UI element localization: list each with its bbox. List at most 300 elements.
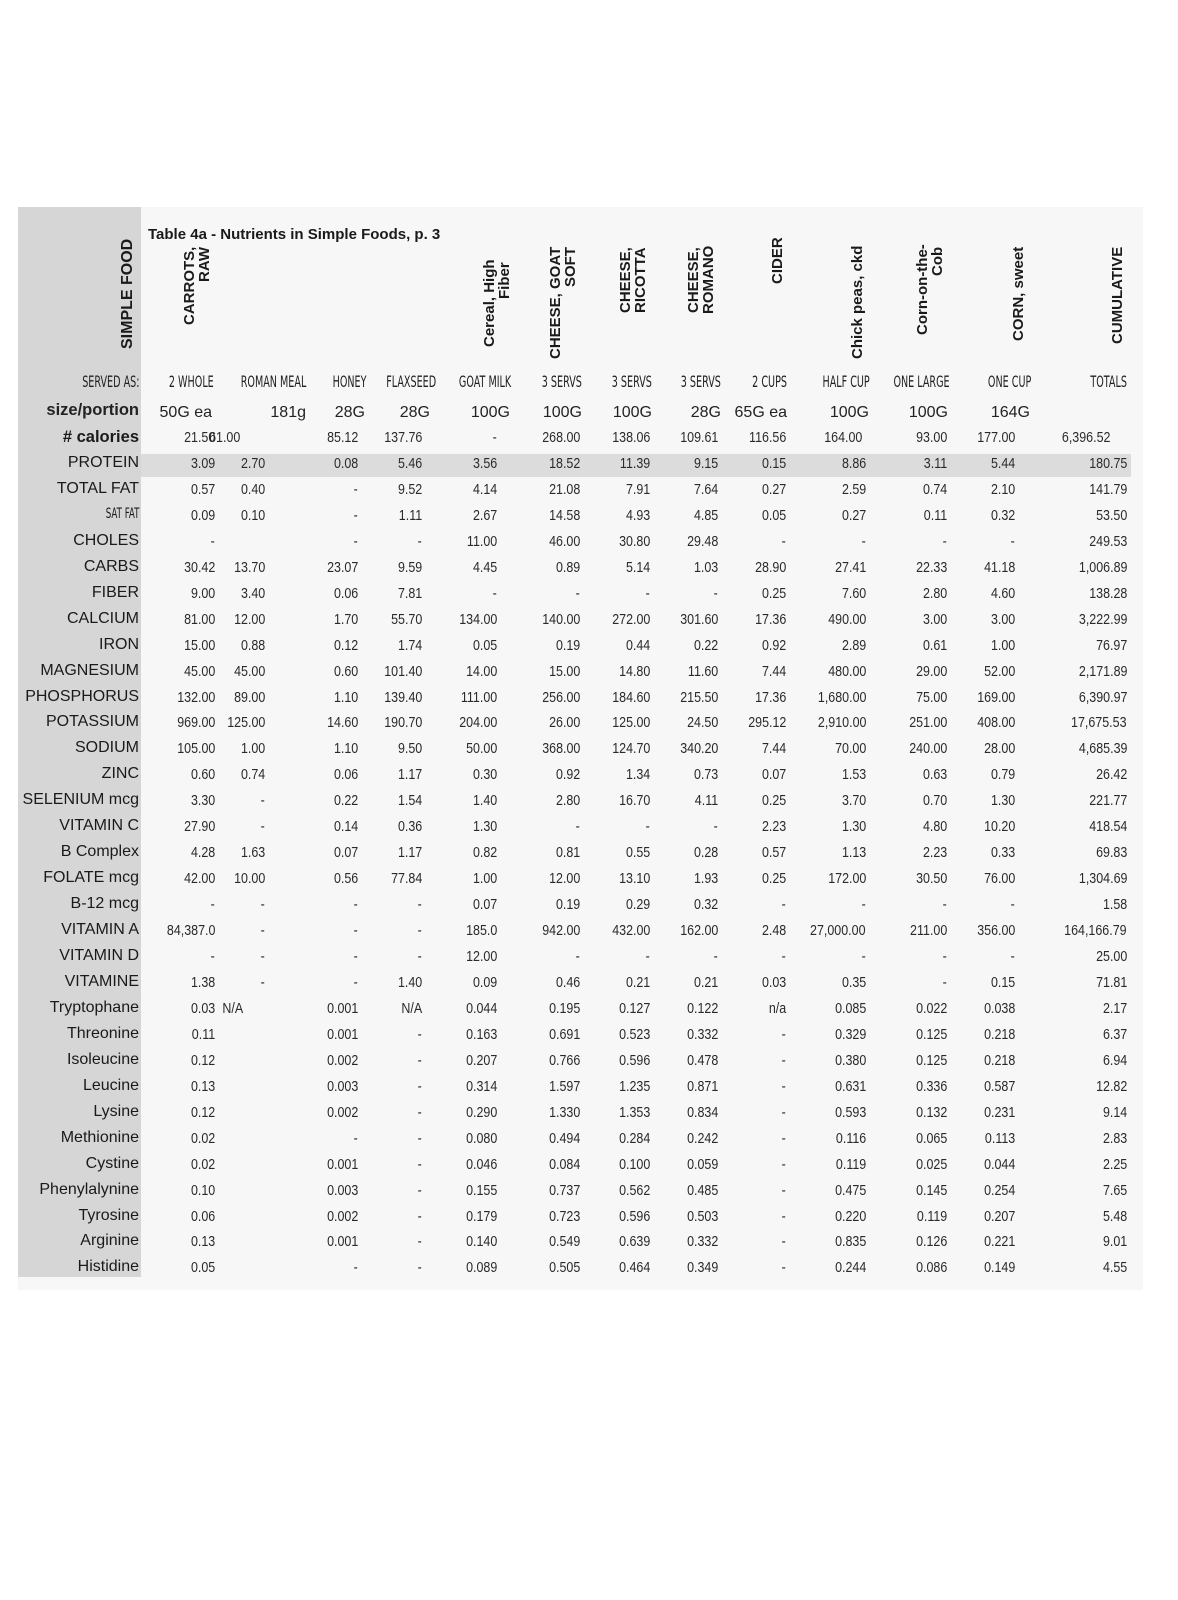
size-portion-cell: 100G — [612, 404, 652, 421]
table-cell: 25.00 — [1095, 949, 1127, 965]
table-cell: 0.25 — [761, 585, 786, 602]
table-cell: 0.001 — [326, 1000, 358, 1017]
row-label: PROTEIN — [67, 453, 139, 471]
table-cell: 9.15 — [693, 455, 718, 472]
table-cell: 10.00 — [233, 871, 265, 888]
table-cell: 6.37 — [1102, 1026, 1127, 1043]
table-cell: 0.834 — [686, 1104, 718, 1121]
table-cell: 0.002 — [326, 1104, 358, 1121]
table-cell: - — [417, 1104, 422, 1121]
table-cell: 3.11 — [923, 455, 947, 472]
table-cell: 81.00 — [183, 611, 215, 628]
row-label: POTASSIUM — [45, 713, 139, 731]
table-cell: 11.00 — [466, 533, 497, 550]
table-cell: 0.231 — [983, 1104, 1015, 1121]
table-cell: 184.60 — [611, 689, 650, 706]
table-cell: 8.86 — [841, 455, 866, 472]
table-cell: - — [260, 923, 265, 940]
table-cell: 1,304.69 — [1078, 871, 1127, 888]
table-cell: 140.00 — [541, 611, 580, 628]
table-cell: - — [781, 897, 786, 914]
table-cell: 2.17 — [1102, 1000, 1127, 1017]
table-cell: 9.01 — [1102, 1234, 1127, 1251]
table-cell: - — [942, 949, 947, 965]
table-cell: N/A — [401, 1000, 422, 1017]
table-cell: 7.81 — [397, 585, 422, 602]
table-cell: 0.089 — [465, 1260, 497, 1277]
table-cell: N/A — [222, 1000, 243, 1017]
table-cell: 1.38 — [190, 974, 215, 991]
table-cell: - — [417, 949, 422, 965]
table-cell: - — [260, 897, 265, 914]
table-cell: 0.244 — [834, 1260, 866, 1277]
table-cell: 0.022 — [915, 1000, 947, 1017]
table-cell: 9.14 — [1102, 1104, 1127, 1121]
table-cell: 0.12 — [190, 1052, 215, 1069]
table-cell: 0.22 — [693, 637, 718, 654]
table-cell: 0.70 — [922, 793, 947, 810]
table-cell: 46.00 — [548, 533, 580, 550]
table-cell: 0.21 — [693, 974, 718, 991]
table-cell: 0.025 — [915, 1156, 947, 1173]
table-cell: 0.221 — [983, 1234, 1015, 1251]
table-cell: 0.001 — [326, 1234, 358, 1251]
table-cell: 14.58 — [548, 507, 580, 524]
table-cell: 0.27 — [841, 507, 866, 524]
table-cell: 0.737 — [548, 1182, 580, 1199]
table-cell: 0.218 — [983, 1052, 1015, 1069]
size-portion-cell: 100G — [829, 404, 869, 421]
table-cell: 0.32 — [990, 507, 1015, 524]
table-cell: - — [417, 1234, 422, 1251]
table-cell: 0.13 — [190, 1234, 215, 1251]
table-cell: 0.05 — [761, 507, 786, 524]
table-cell: 2.67 — [472, 507, 497, 524]
table-cell: 1.17 — [397, 845, 422, 862]
table-cell: 26.42 — [1095, 767, 1127, 784]
table-cell: - — [942, 533, 947, 550]
table-cell: 0.284 — [618, 1130, 650, 1147]
served-as-cell: ROMAN MEAL — [240, 372, 306, 391]
column-header: CHEESE, RICOTTA — [617, 247, 649, 313]
table-cell: 45.00 — [183, 663, 215, 680]
table-cell: 0.81 — [555, 845, 580, 862]
table-cell: - — [417, 1026, 422, 1043]
table-cell: 4.93 — [625, 507, 650, 524]
table-cell: 1.03 — [693, 559, 718, 576]
table-cell: 408.00 — [976, 715, 1015, 732]
table-cell: 7.44 — [761, 741, 786, 758]
table-cell: 0.74 — [240, 767, 265, 784]
table-cell: 172.00 — [827, 871, 866, 888]
column-header: CIDER — [769, 237, 786, 284]
row-label: VITAMIN A — [61, 921, 139, 939]
table-cell: 0.871 — [686, 1078, 718, 1095]
served-as-cell: HONEY — [332, 372, 366, 391]
table-cell: 1.30 — [990, 793, 1015, 810]
table-cell: 0.003 — [326, 1078, 358, 1095]
table-cell: - — [417, 897, 422, 914]
table-cell: 9.00 — [190, 585, 215, 602]
row-label: Tryptophane — [49, 998, 139, 1016]
table-cell: 0.89 — [555, 559, 580, 576]
table-cell: 0.25 — [761, 793, 786, 810]
table-cell: 2.70 — [240, 455, 265, 472]
table-cell: 17,675.53 — [1071, 715, 1127, 732]
table-cell: 272.00 — [611, 611, 650, 628]
table-cell: 221.77 — [1088, 793, 1127, 810]
table-cell: 1.00 — [990, 637, 1015, 654]
column-header: CHEESE, ROMANO — [685, 245, 717, 314]
table-cell: - — [781, 1026, 786, 1043]
row-label: VITAMIN D — [59, 947, 139, 964]
table-cell: 480.00 — [827, 663, 866, 680]
row-label: CALCIUM — [66, 609, 139, 627]
table-cell: 0.15 — [761, 455, 786, 472]
table-cell: 3.00 — [922, 611, 947, 628]
served-as-cell: 2 WHOLE — [169, 372, 214, 391]
table-cell: 249.53 — [1088, 533, 1127, 550]
table-cell: 0.464 — [618, 1260, 650, 1277]
table-cell: - — [417, 1156, 422, 1173]
table-cell: 0.07 — [472, 897, 497, 914]
table-cell: 0.207 — [983, 1208, 1015, 1225]
table-cell: 0.03 — [190, 1000, 215, 1017]
table-cell: 356.00 — [976, 923, 1015, 940]
table-cell: 1.00 — [472, 871, 497, 888]
table-cell: 1.597 — [548, 1078, 580, 1095]
table-cell: 0.19 — [555, 637, 580, 654]
table-cell: - — [353, 1260, 358, 1277]
table-cell: - — [575, 949, 580, 965]
table-cell: 7.65 — [1102, 1182, 1127, 1199]
table-cell: 1.10 — [333, 689, 358, 706]
table-cell: - — [210, 533, 215, 550]
table-cell: 125.00 — [226, 715, 265, 732]
table-cell: 1.13 — [841, 845, 866, 862]
table-cell: - — [417, 1208, 422, 1225]
table-cell: 0.07 — [333, 845, 358, 862]
row-label: MAGNESIUM — [40, 661, 139, 679]
table-cell: 12.00 — [233, 611, 265, 628]
table-cell: 15.00 — [548, 663, 580, 680]
row-label: Cystine — [85, 1154, 139, 1172]
table-cell: 169.00 — [976, 689, 1015, 706]
table-cell: 52.00 — [983, 663, 1015, 680]
table-cell: 1.10 — [333, 741, 358, 758]
table-cell: 0.60 — [190, 767, 215, 784]
table-cell: 0.57 — [190, 481, 215, 498]
served-as-cell: 2 CUPS — [752, 372, 787, 391]
table-cell: - — [781, 949, 786, 965]
table-cell: 5.14 — [625, 559, 650, 576]
table-cell: - — [781, 1130, 786, 1147]
table-cell: 0.485 — [686, 1182, 718, 1199]
table-cell: - — [417, 1182, 422, 1199]
table-cell: 0.73 — [693, 767, 718, 784]
table-cell: 0.329 — [834, 1026, 866, 1043]
table-cell: 0.22 — [333, 793, 358, 810]
table-cell: 0.02 — [190, 1156, 215, 1173]
table-cell: 75.00 — [915, 689, 947, 706]
row-header-label: SIMPLE FOOD — [119, 238, 136, 349]
size-portion-label: size/portion — [46, 401, 139, 419]
table-cell: 12.00 — [548, 871, 580, 888]
table-cell: 101.40 — [383, 663, 422, 680]
table-cell: 0.475 — [834, 1182, 866, 1199]
table-cell: 0.06 — [190, 1208, 215, 1225]
table-cell: 17.36 — [754, 689, 786, 706]
table-cell: 0.25 — [761, 871, 786, 888]
size-portion-cell: 181g — [270, 404, 306, 421]
row-label: VITAMINE — [64, 972, 139, 990]
table-cell: - — [260, 819, 265, 836]
table-cell: 0.046 — [465, 1156, 497, 1173]
row-label: FIBER — [91, 583, 139, 601]
table-cell: 0.596 — [618, 1208, 650, 1225]
table-cell: 0.155 — [465, 1182, 497, 1199]
table-cell: 368.00 — [541, 741, 580, 758]
table-cell: 0.27 — [761, 481, 786, 498]
table-cell: - — [781, 1078, 786, 1095]
table-cell: 15.00 — [183, 637, 215, 654]
table-cell: 0.001 — [326, 1026, 358, 1043]
table-cell: 125.00 — [611, 715, 650, 732]
table-cell: - — [353, 533, 358, 550]
table-cell: - — [1010, 533, 1015, 550]
table-cell: 27.90 — [183, 819, 215, 836]
size-portion-cell: 28G — [399, 404, 430, 421]
table-cell: 1.17 — [397, 767, 422, 784]
table-cell: 0.766 — [548, 1052, 580, 1069]
table-cell: 0.220 — [834, 1208, 866, 1225]
table-cell: 42.00 — [183, 871, 215, 888]
table-cell: - — [781, 533, 786, 550]
table-cell: 0.60 — [333, 663, 358, 680]
table-cell: 2.23 — [922, 845, 947, 862]
row-label: B-12 mcg — [70, 895, 139, 913]
table-cell: 7.91 — [625, 481, 650, 498]
table-cell: 0.691 — [548, 1026, 580, 1043]
table-cell: 1.30 — [472, 819, 497, 836]
table-cell: 1.63 — [240, 845, 265, 862]
table-cell: 0.82 — [472, 845, 497, 862]
table-cell: 190.70 — [383, 715, 422, 732]
row-label: Threonine — [66, 1024, 139, 1042]
table-cell: 2.59 — [841, 481, 866, 498]
table-cell: 0.218 — [983, 1026, 1015, 1043]
table-cell: - — [781, 1156, 786, 1173]
table-cell: 55.70 — [390, 611, 422, 628]
table-cell: 6,390.97 — [1078, 689, 1127, 706]
table-cell: 0.593 — [834, 1104, 866, 1121]
table-cell: 7.64 — [693, 481, 718, 498]
table-cell: 0.08 — [333, 455, 358, 472]
table-cell: 0.14 — [333, 819, 358, 836]
table-cell: 4,685.39 — [1078, 741, 1127, 758]
table-cell: 3,222.99 — [1078, 611, 1127, 628]
size-portion-cell: 65G ea — [734, 404, 787, 421]
table-cell: 0.523 — [618, 1026, 650, 1043]
table-cell: 0.122 — [686, 1000, 718, 1017]
table-cell: 30.50 — [915, 871, 947, 888]
table-cell: 1,006.89 — [1078, 559, 1127, 576]
table-cell: 2.25 — [1102, 1156, 1127, 1173]
table-cell: 105.00 — [176, 741, 215, 758]
table-cell: - — [645, 949, 650, 965]
table-cell: 30.42 — [183, 559, 215, 576]
table-cell: - — [575, 819, 580, 836]
table-cell: 0.03 — [761, 974, 786, 991]
table-cell: 4.55 — [1102, 1260, 1127, 1277]
table-cell: 0.92 — [761, 637, 786, 654]
table-cell: - — [417, 923, 422, 940]
size-portion-cell: 164G — [990, 404, 1030, 421]
served-as-cell: TOTALS — [1090, 372, 1127, 391]
table-cell: 0.02 — [190, 1130, 215, 1147]
table-cell: 3.56 — [472, 455, 497, 472]
table-cell: 0.132 — [915, 1104, 947, 1121]
table-cell: - — [353, 507, 358, 524]
table-cell: 0.242 — [686, 1130, 718, 1147]
table-cell: 26.00 — [548, 715, 580, 732]
table-cell: 89.00 — [233, 689, 265, 706]
table-cell: - — [1010, 949, 1015, 965]
table-cell: 0.163 — [465, 1026, 497, 1043]
table-cell: 28.90 — [754, 559, 786, 576]
table-cell: 0.380 — [834, 1052, 866, 1069]
table-cell: 0.332 — [686, 1234, 718, 1251]
table-cell: - — [713, 949, 718, 965]
column-header: CHEESE, GOAT SOFT — [547, 247, 579, 360]
table-cell: - — [781, 1260, 786, 1277]
table-cell: 2.80 — [922, 585, 947, 602]
table-cell: 0.61 — [922, 637, 947, 654]
row-label: Tyrosine — [78, 1206, 139, 1224]
table-cell: 7.60 — [841, 585, 866, 602]
table-cell: 28.00 — [983, 741, 1015, 758]
column-header: Cereal, High Fiber — [481, 259, 513, 347]
table-cell: 0.080 — [465, 1130, 497, 1147]
table-cell: 2.23 — [761, 819, 786, 836]
table-cell: 0.505 — [548, 1260, 580, 1277]
table-cell: 27.41 — [834, 559, 866, 576]
table-cell: 124.70 — [611, 741, 650, 758]
table-cell: 1.40 — [397, 974, 422, 991]
table-cell: 0.549 — [548, 1234, 580, 1251]
table-cell: - — [781, 1052, 786, 1069]
served-as-cell: GOAT MILK — [458, 372, 511, 391]
table-cell: 204.00 — [458, 715, 497, 732]
table-cell: - — [645, 585, 650, 602]
table-cell: 0.145 — [915, 1182, 947, 1199]
table-cell: - — [781, 1182, 786, 1199]
table-cell: 14.60 — [326, 715, 358, 732]
table-cell: 432.00 — [611, 923, 650, 940]
table-cell: 24.50 — [686, 715, 718, 732]
table-cell: 0.723 — [548, 1208, 580, 1225]
row-label: Histidine — [77, 1258, 139, 1276]
table-cell: 4.11 — [694, 793, 718, 810]
table-cell: 177.00 — [976, 430, 1015, 446]
row-label: # calories — [62, 428, 139, 446]
served-as-label: SERVED AS: — [81, 372, 139, 391]
table-title: Table 4a - Nutrients in Simple Foods, p. 3 — [148, 226, 441, 243]
table-cell: 2.48 — [761, 923, 786, 940]
table-cell: 1.330 — [548, 1104, 580, 1121]
table-cell: 0.11 — [923, 507, 947, 524]
table-cell: 0.09 — [472, 974, 497, 991]
table-cell: - — [492, 585, 497, 602]
table-cell: 0.478 — [686, 1052, 718, 1069]
table-cell: 3.70 — [841, 793, 866, 810]
table-cell: 61.00 — [208, 430, 240, 446]
table-cell: 2.10 — [990, 481, 1015, 498]
table-cell: 0.63 — [922, 767, 947, 784]
table-cell: 21.50 — [183, 430, 215, 446]
table-cell: 4.45 — [472, 559, 497, 576]
table-cell: 0.11 — [191, 1026, 215, 1043]
table-cell: 1.40 — [472, 793, 497, 810]
served-as-cell: FLAXSEED — [386, 372, 436, 391]
table-cell: 0.12 — [333, 637, 358, 654]
row-label: Methionine — [60, 1128, 139, 1146]
row-label: CARBS — [83, 557, 139, 575]
size-portion-cell: 100G — [542, 404, 582, 421]
table-cell: 295.12 — [747, 715, 786, 732]
table-cell: 0.13 — [190, 1078, 215, 1095]
table-cell: 138.28 — [1088, 585, 1127, 602]
table-cell: 0.084 — [548, 1156, 580, 1173]
table-cell: - — [645, 819, 650, 836]
table-cell: 27,000.00 — [810, 923, 866, 940]
table-cell: 0.125 — [915, 1052, 947, 1069]
table-cell: - — [781, 1208, 786, 1225]
table-cell: 1.00 — [240, 741, 265, 758]
table-cell: 1.235 — [618, 1078, 650, 1095]
table-cell: - — [942, 974, 947, 991]
table-cell: 2.80 — [555, 793, 580, 810]
table-cell: 0.314 — [465, 1078, 497, 1095]
table-cell: 5.44 — [990, 455, 1015, 472]
table-cell: 0.002 — [326, 1052, 358, 1069]
row-label: Isoleucine — [66, 1050, 139, 1068]
table-cell: 0.55 — [625, 845, 650, 862]
table-cell: 301.60 — [679, 611, 718, 628]
table-cell: 164.00 — [823, 430, 862, 446]
table-cell: 0.07 — [761, 767, 786, 784]
table-cell: 2,171.89 — [1078, 663, 1127, 680]
table-cell: 76.00 — [983, 871, 1015, 888]
table-cell: 0.30 — [472, 767, 497, 784]
table-cell: 1.74 — [397, 637, 422, 654]
table-cell: 6,396.52 — [1061, 430, 1110, 446]
table-cell: 0.92 — [555, 767, 580, 784]
table-cell: 116.56 — [748, 430, 786, 446]
row-label: SELENIUM mcg — [22, 791, 139, 809]
table-cell: 2,910.00 — [817, 715, 866, 732]
table-cell: 93.00 — [915, 430, 947, 446]
table-cell: - — [353, 974, 358, 991]
table-cell: 23.07 — [326, 559, 358, 576]
table-cell: 1.93 — [693, 871, 718, 888]
table-cell: 0.835 — [834, 1234, 866, 1251]
column-header: CUMULATIVE — [1109, 247, 1126, 345]
table-cell: 1.30 — [841, 819, 866, 836]
table-cell: 0.05 — [472, 637, 497, 654]
table-cell: 0.631 — [834, 1078, 866, 1095]
table-cell: - — [713, 585, 718, 602]
